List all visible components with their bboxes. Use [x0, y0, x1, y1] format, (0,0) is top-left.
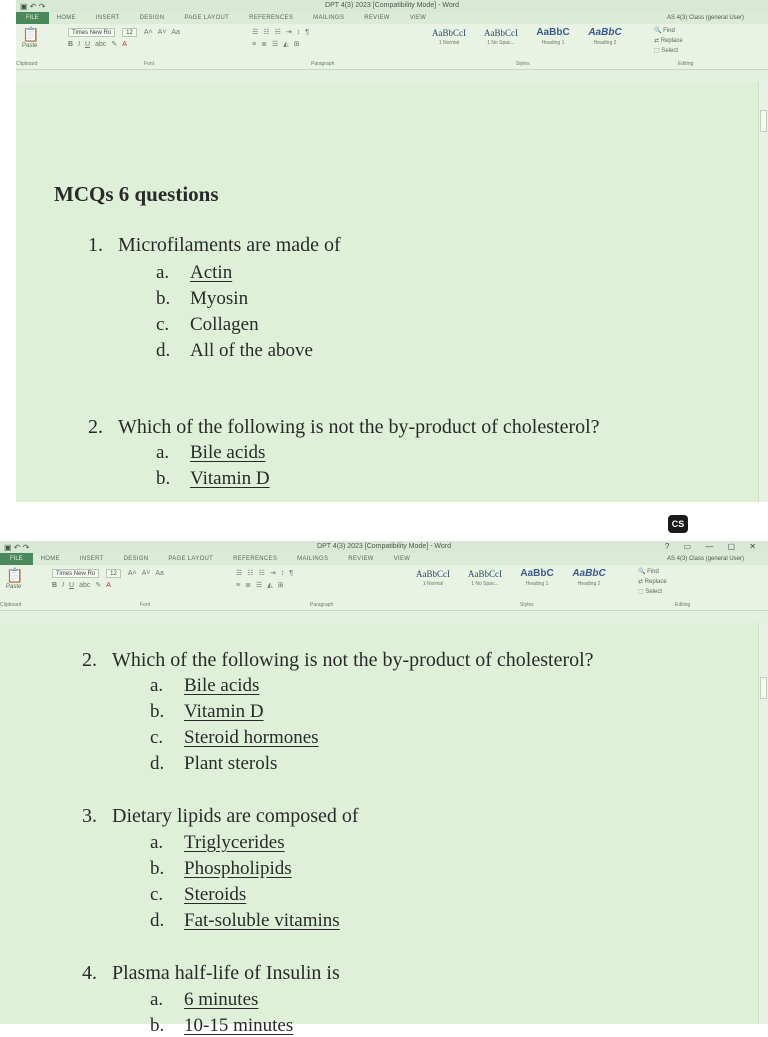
shrink-font-icon[interactable]: A˅	[157, 28, 167, 36]
tab-view[interactable]: VIEW	[409, 15, 427, 21]
font-label: Font	[144, 61, 155, 67]
camscanner-logo: CS	[668, 515, 688, 533]
justify-icon[interactable]: ☰	[255, 582, 263, 589]
editing-group	[654, 26, 724, 56]
borders-icon[interactable]: ⊞	[277, 582, 284, 589]
clipboard-group	[22, 26, 66, 49]
indent-icon[interactable]: ⇥	[285, 29, 292, 36]
tab-file[interactable]: FILE	[0, 553, 33, 565]
style-heading-2[interactable]: AaBbC Heading 2	[588, 27, 622, 46]
option-2b: b. Vitamin D	[156, 468, 270, 489]
title-bar	[16, 0, 768, 12]
find-button[interactable]: 🔍 Find	[654, 28, 675, 34]
word-window-bottom	[0, 541, 768, 1036]
tab-design[interactable]: DESIGN	[139, 15, 165, 21]
font-size-box[interactable]: 12	[106, 569, 121, 578]
question-3: 3. Dietary lipids are composed of	[82, 805, 359, 827]
save-icon[interactable]: ▣ ↶ ↷	[20, 2, 46, 11]
replace-icon: ⇄	[654, 38, 660, 44]
account-name[interactable]: AS 4(3) Class (general User)	[666, 15, 744, 21]
question-2: 2. Which of the following is not the by-product of cholesterol?	[88, 416, 600, 438]
justify-icon[interactable]: ☰	[271, 41, 279, 48]
multilevel-list-icon[interactable]: ☵	[258, 570, 265, 577]
scroll-thumb[interactable]	[760, 677, 767, 699]
window-title: DPT 4(3) 2023 [Compatibility Mode] - Word	[325, 2, 459, 9]
option-4b: b. 10-15 minutes	[150, 1015, 294, 1036]
bullets-icon[interactable]: ☰	[236, 570, 243, 577]
shrink-font-icon[interactable]: A˅	[141, 569, 151, 577]
option-2d: d. Plant sterols	[150, 753, 278, 774]
numbering-icon[interactable]: ☷	[247, 570, 254, 577]
document-body[interactable]	[16, 82, 768, 502]
editing-label: Editing	[675, 602, 691, 608]
paste-button[interactable]: Paste	[6, 584, 22, 590]
align-left-icon[interactable]: ≡	[236, 581, 241, 589]
find-icon: 🔍	[638, 569, 646, 575]
numbering-icon[interactable]: ☷	[263, 29, 270, 36]
clipboard-label: Clipboard	[16, 61, 38, 67]
option-3c: c. Steroids	[150, 884, 247, 905]
vertical-scrollbar[interactable]	[758, 82, 768, 502]
paragraph-label: Paragraph	[311, 61, 335, 67]
grow-font-icon[interactable]: A˄	[143, 28, 153, 36]
editing-label: Editing	[678, 61, 694, 67]
option-2c: c. Steroid hormones	[150, 727, 319, 748]
tab-view[interactable]: VIEW	[393, 556, 411, 562]
underline-icon[interactable]: U	[69, 581, 75, 589]
option-1b: b. Myosin	[156, 288, 249, 309]
option-1c: c. Collagen	[156, 314, 259, 335]
paste-icon[interactable]: 📋	[22, 26, 40, 42]
save-icon[interactable]: ▣ ↶ ↷	[4, 543, 30, 552]
bold-icon[interactable]: B	[52, 581, 58, 589]
sort-icon[interactable]: ↕	[280, 569, 285, 577]
option-1d: d. All of the above	[156, 340, 313, 361]
option-2b: b. Vitamin D	[150, 701, 264, 722]
style-no-spacing[interactable]: AaBbCcI 1 No Spac...	[484, 28, 518, 46]
title-bar	[0, 541, 768, 553]
option-3b: b. Phospholipids	[150, 858, 292, 879]
replace-icon: ⇄	[638, 579, 644, 585]
tab-page-layout[interactable]: PAGE LAYOUT	[184, 15, 230, 21]
word-window-top	[16, 0, 768, 502]
group-labels	[0, 601, 768, 610]
borders-icon[interactable]: ⊞	[293, 41, 300, 48]
tab-review[interactable]: REVIEW	[348, 556, 374, 562]
paste-icon[interactable]: 📋	[6, 567, 24, 583]
italic-icon[interactable]: I	[78, 40, 81, 48]
select-button[interactable]: ⬚ Select	[638, 589, 663, 595]
option-3a: a. Triglycerides	[150, 832, 285, 853]
replace-button[interactable]: ⇄ Replace	[638, 579, 667, 585]
style-heading-1[interactable]: AaBbC Heading 1	[536, 27, 570, 46]
paste-button[interactable]: Paste	[22, 43, 38, 49]
style-normal[interactable]: AaBbCcI 1 Normal	[416, 569, 450, 587]
multilevel-list-icon[interactable]: ☵	[274, 29, 281, 36]
align-center-icon[interactable]: ≣	[261, 41, 267, 48]
paragraph-group	[236, 567, 406, 591]
window-title: DPT 4(3) 2023 [Compatibility Mode] - Word	[317, 543, 451, 550]
underline-icon[interactable]: U	[85, 40, 91, 48]
tab-mailings[interactable]: MAILINGS	[297, 556, 329, 562]
font-group	[52, 567, 222, 591]
shading-icon[interactable]: ◭	[267, 582, 273, 589]
find-button[interactable]: 🔍 Find	[638, 569, 659, 575]
styles-label: Styles	[516, 61, 530, 67]
highlight-icon[interactable]: ✎	[95, 582, 102, 589]
bullets-icon[interactable]: ☰	[252, 29, 259, 36]
ribbon-tabs	[0, 553, 768, 565]
vertical-scrollbar[interactable]	[758, 623, 768, 1024]
shading-icon[interactable]: ◭	[283, 41, 289, 48]
strikethrough-icon[interactable]: abc	[95, 40, 107, 48]
align-left-icon[interactable]: ≡	[252, 40, 257, 48]
paragraph-group	[252, 26, 422, 50]
account-name[interactable]: AS 4(3) Class (general User)	[666, 556, 744, 562]
tab-mailings[interactable]: MAILINGS	[313, 15, 345, 21]
styles-label: Styles	[520, 602, 534, 608]
clipboard-label: Clipboard	[0, 602, 22, 608]
ribbon-home	[16, 24, 768, 70]
select-icon: ⬚	[654, 48, 660, 54]
option-4a: a. 6 minutes	[150, 989, 259, 1010]
replace-button[interactable]: ⇄ Replace	[654, 38, 683, 44]
select-icon: ⬚	[638, 589, 644, 595]
clipboard-group	[6, 567, 50, 590]
style-normal[interactable]: AaBbCcI 1 Normal	[432, 28, 466, 46]
font-size-box[interactable]: 12	[122, 28, 137, 37]
indent-icon[interactable]: ⇥	[269, 570, 276, 577]
tab-insert[interactable]: INSERT	[79, 556, 104, 562]
window-controls[interactable]: ? ▭ — ▢ ✕	[664, 542, 762, 551]
tab-review[interactable]: REVIEW	[364, 15, 390, 21]
paragraph-label: Paragraph	[310, 602, 334, 608]
style-heading-2[interactable]: AaBbC Heading 2	[572, 568, 606, 587]
sort-icon[interactable]: ↕	[296, 28, 301, 36]
tab-design[interactable]: DESIGN	[123, 556, 149, 562]
question-4: 4. Plasma half-life of Insulin is	[82, 962, 340, 984]
change-case-icon[interactable]: Aa	[155, 569, 164, 577]
document-body[interactable]	[0, 623, 768, 1036]
font-group	[68, 26, 238, 50]
question-2: 2. Which of the following is not the by-product of cholesterol?	[82, 649, 594, 671]
select-button[interactable]: ⬚ Select	[654, 48, 679, 54]
group-labels	[16, 60, 768, 69]
style-no-spacing[interactable]: AaBbCcI 1 No Spac...	[468, 569, 502, 587]
question-1: 1. Microfilaments are made of	[88, 234, 341, 256]
page-title: MCQs 6 questions	[54, 182, 219, 206]
tab-references[interactable]: REFERENCES	[233, 556, 278, 562]
styles-group	[408, 567, 636, 587]
ribbon-home	[0, 565, 768, 611]
option-2a: a. Bile acids	[156, 442, 266, 463]
styles-group	[424, 26, 652, 46]
font-name-box[interactable]: Times New Ro	[68, 28, 115, 37]
option-3d: d. Fat-soluble vitamins	[150, 910, 340, 931]
font-label: Font	[140, 602, 151, 608]
find-icon: 🔍	[654, 28, 662, 34]
option-1a: a. Actin	[156, 262, 233, 283]
italic-icon[interactable]: I	[62, 581, 65, 589]
pilcrow-icon[interactable]: ¶	[289, 569, 293, 577]
editing-group	[638, 567, 708, 597]
pilcrow-icon[interactable]: ¶	[305, 28, 309, 36]
tab-page-layout[interactable]: PAGE LAYOUT	[168, 556, 214, 562]
strikethrough-icon[interactable]: abc	[79, 581, 91, 589]
style-heading-1[interactable]: AaBbC Heading 1	[520, 568, 554, 587]
change-case-icon[interactable]: Aa	[171, 28, 180, 36]
font-color-icon[interactable]: A	[122, 40, 127, 48]
font-color-icon[interactable]: A	[106, 581, 111, 589]
ribbon-tabs	[16, 12, 768, 24]
tab-references[interactable]: REFERENCES	[249, 15, 294, 21]
highlight-icon[interactable]: ✎	[111, 41, 118, 48]
tab-home[interactable]: HOME	[40, 556, 60, 562]
tab-file[interactable]: FILE	[16, 12, 49, 24]
tab-home[interactable]: HOME	[56, 15, 76, 21]
grow-font-icon[interactable]: A˄	[127, 569, 137, 577]
align-center-icon[interactable]: ≣	[245, 582, 251, 589]
option-2a: a. Bile acids	[150, 675, 260, 696]
scroll-thumb[interactable]	[760, 110, 767, 132]
tab-insert[interactable]: INSERT	[95, 15, 120, 21]
bold-icon[interactable]: B	[68, 40, 74, 48]
font-name-box[interactable]: Times New Ro	[52, 569, 99, 578]
